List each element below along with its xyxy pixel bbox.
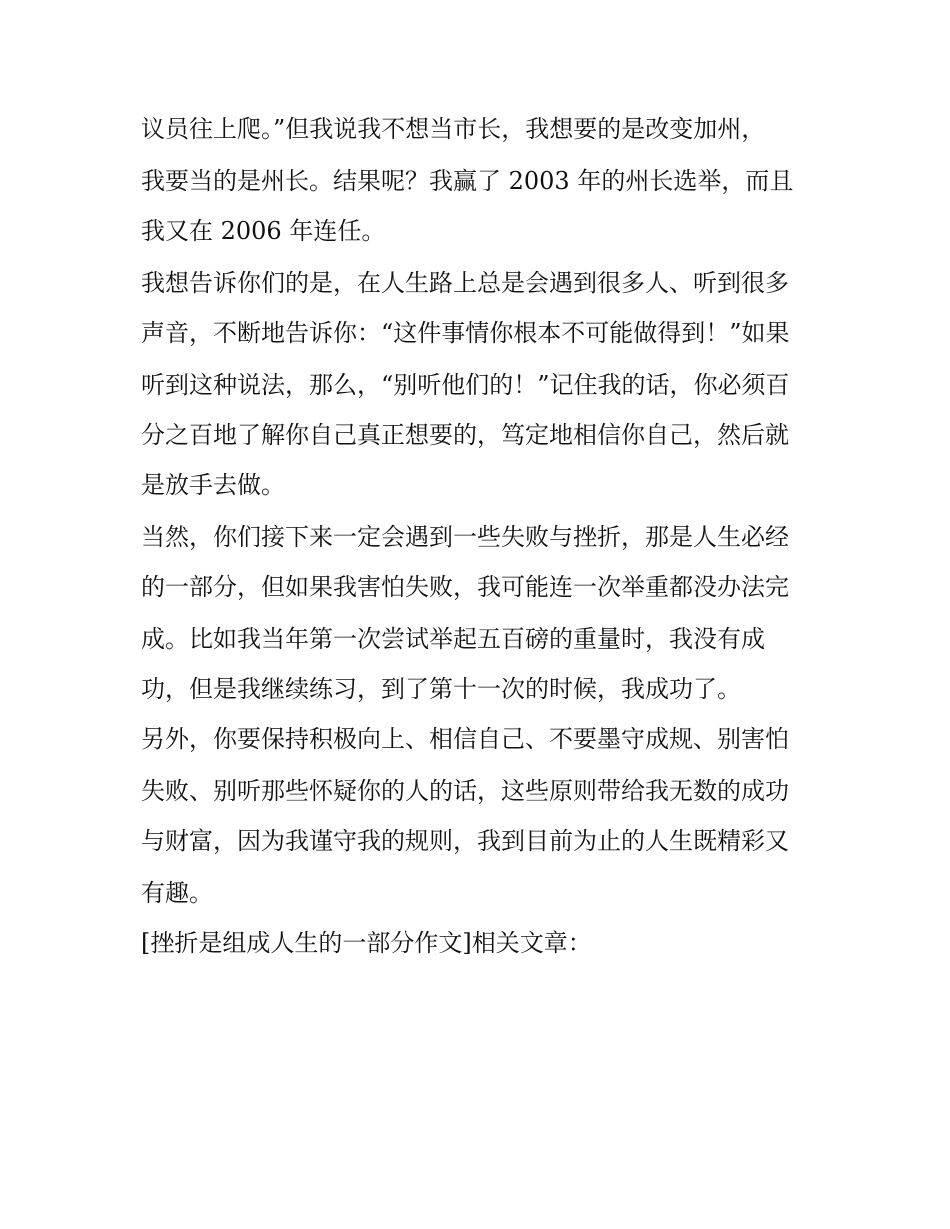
related-articles-heading: [挫折是组成人生的一部分作文]相关文章： <box>141 929 592 957</box>
text-line: 声音，不断地告诉你：“这件事情你根本不可能做得到！”如果 <box>141 319 790 347</box>
text-line: 分之百地了解你自己真正想要的，笃定地相信你自己，然后就 <box>141 421 789 449</box>
text-line: 是放手去做。 <box>141 471 285 499</box>
text-line: 听到这种说法，那么，“别听他们的！”记住我的话，你必须百 <box>141 371 790 399</box>
text-line: 我想告诉你们的是，在人生路上总是会遇到很多人、听到很多 <box>141 269 789 297</box>
text-line: 与财富，因为我谨守我的规则，我到目前为止的人生既精彩又 <box>141 827 789 855</box>
text-line: 我要当的是州长。结果呢？我赢了 2003 年的州长选举，而且 <box>141 167 794 195</box>
text-line: 功，但是我继续练习，到了第十一次的时候，我成功了。 <box>141 675 741 703</box>
text-line: 我又在 2006 年连任。 <box>141 217 386 245</box>
text-line: 另外，你要保持积极向上、相信自己、不要墨守成规、别害怕 <box>141 725 789 753</box>
text-line: 有趣。 <box>141 879 213 907</box>
text-line: 失败、别听那些怀疑你的人的话，这些原则带给我无数的成功 <box>141 777 789 805</box>
text-line: 的一部分，但如果我害怕失败，我可能连一次举重都没办法完 <box>141 573 789 601</box>
text-line: 议员往上爬。”但我说我不想当市长，我想要的是改变加州， <box>141 115 766 143</box>
text-line: 当然，你们接下来一定会遇到一些失败与挫折，那是人生必经 <box>141 523 789 551</box>
text-line: 成。比如我当年第一次尝试举起五百磅的重量时，我没有成 <box>141 625 765 653</box>
